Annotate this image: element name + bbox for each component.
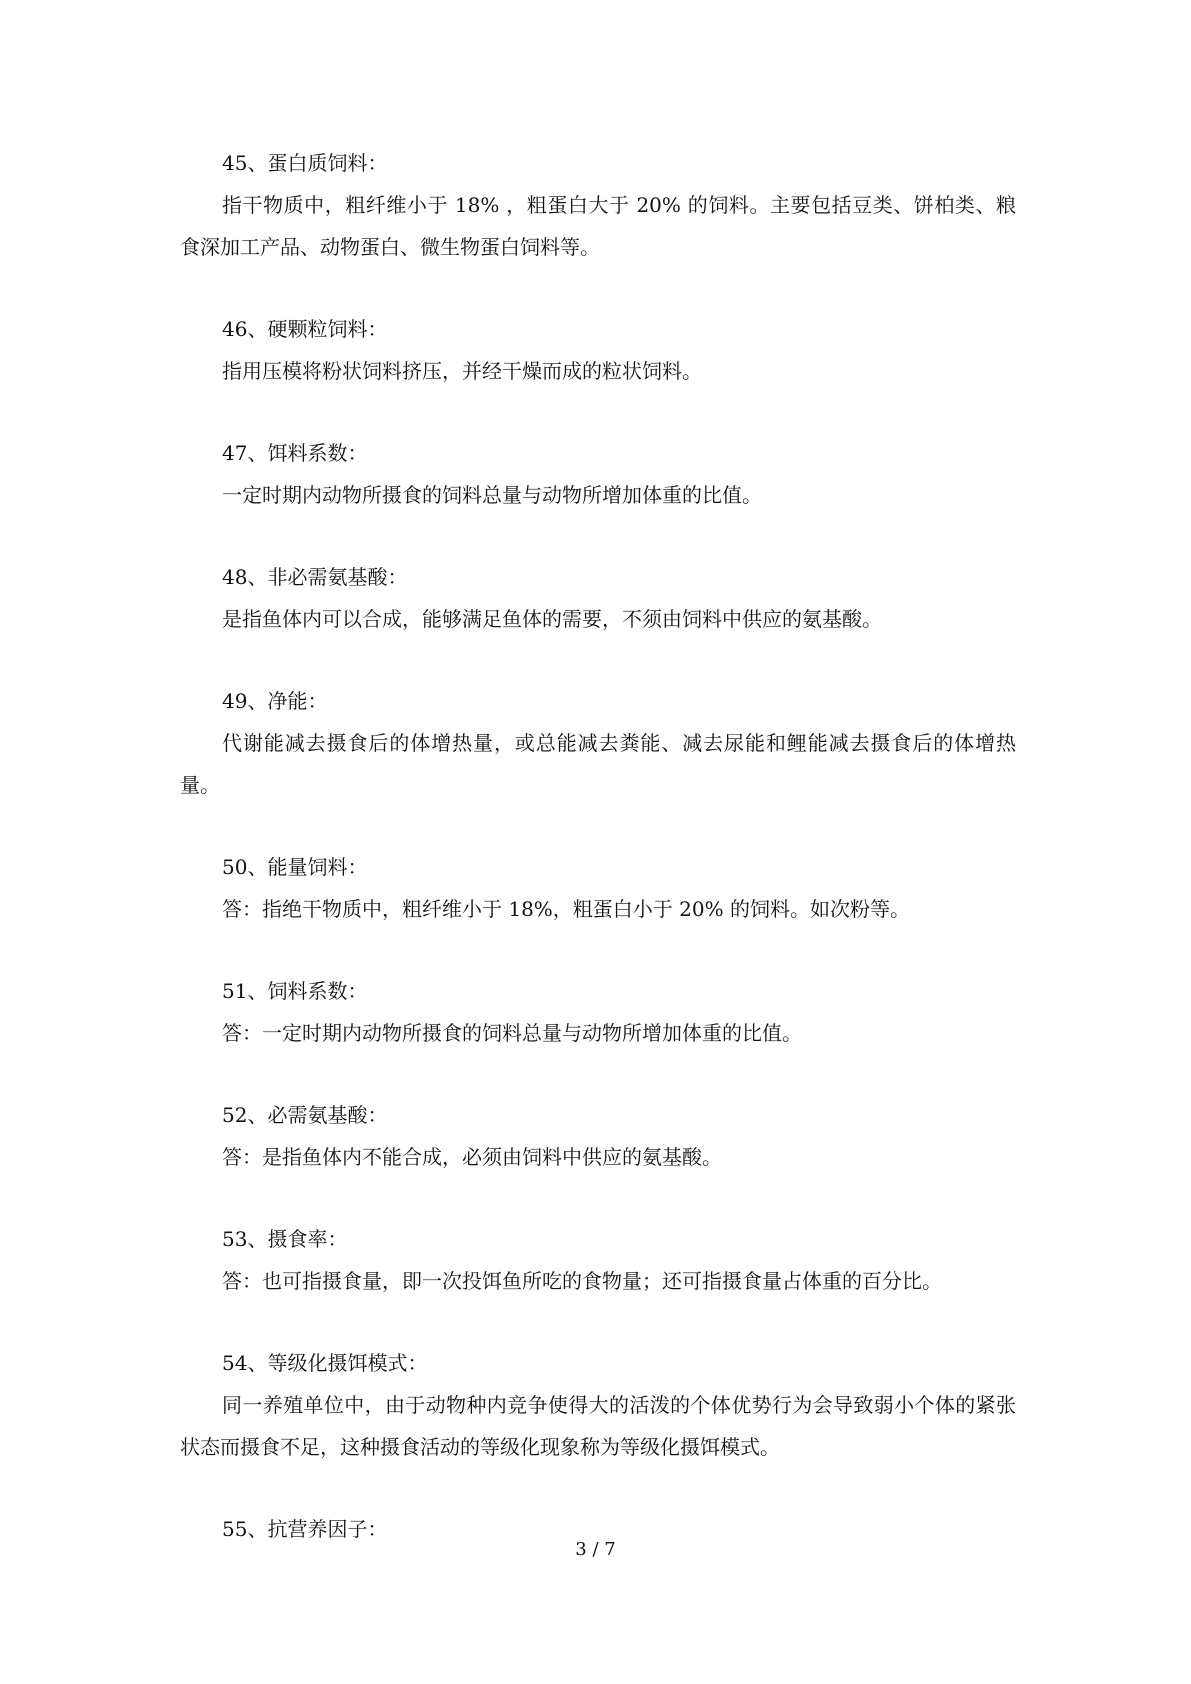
term-definition: 答：指绝干物质中，粗纤维小于 18%，粗蛋白小于 20% 的饲料。如次粉等。 (222, 897, 910, 921)
term-entry-50 (180, 846, 1016, 930)
term-definition: 答：一定时期内动物所摄食的饲料总量与动物所增加体重的比值。 (222, 1021, 802, 1045)
term-entry-46 (180, 308, 1016, 392)
term-entry-45 (180, 142, 1016, 268)
term-heading: 53、摄食率： (222, 1227, 348, 1251)
term-entry-49 (180, 680, 1016, 806)
term-entry-53 (180, 1218, 1016, 1302)
term-entry-54 (180, 1342, 1016, 1468)
term-heading: 50、能量饲料： (222, 855, 368, 879)
term-heading: 52、必需氨基酸： (222, 1103, 388, 1127)
term-heading: 47、饵料系数： (222, 441, 368, 465)
term-entry-48 (180, 556, 1016, 640)
page-content (180, 142, 1016, 1590)
term-heading: 45、蛋白质饲料： (222, 151, 388, 175)
term-definition: 答：是指鱼体内不能合成，必须由饲料中供应的氨基酸。 (222, 1145, 722, 1169)
term-heading: 49、净能： (222, 689, 328, 713)
term-heading: 46、硬颗粒饲料： (222, 317, 388, 341)
term-definition: 指用压模将粉状饲料挤压，并经干燥而成的粒状饲料。 (222, 359, 702, 383)
term-heading: 48、非必需氨基酸： (222, 565, 408, 589)
term-heading: 55、抗营养因子： (222, 1517, 388, 1541)
term-definition: 同一养殖单位中，由于动物种内竞争使得大的活泼的个体优势行为会导致弱小个体的紧张状态而摄食不足，这种摄食活动的等级化现象称为等级化摄饵模式。 (180, 1393, 1016, 1459)
term-definition: 一定时期内动物所摄食的饲料总量与动物所增加体重的比值。 (222, 483, 762, 507)
term-entry-47 (180, 432, 1016, 516)
term-heading: 54、等级化摄饵模式： (222, 1351, 428, 1375)
term-definition: 指干物质中，粗纤维小于 18% ，粗蛋白大于 20% 的饲料。主要包括豆类、饼柏类、粮食深加工产品、动物蛋白、微生物蛋白饲料等。 (180, 193, 1016, 259)
term-heading: 51、饲料系数： (222, 979, 368, 1003)
term-entry-52 (180, 1094, 1016, 1178)
term-definition: 答：也可指摄食量，即一次投饵鱼所吃的食物量；还可指摄食量占体重的百分比。 (222, 1269, 942, 1293)
term-definition: 是指鱼体内可以合成，能够满足鱼体的需要，不须由饲料中供应的氨基酸。 (222, 607, 882, 631)
term-entry-51 (180, 970, 1016, 1054)
page-number: 3 / 7 (575, 1539, 616, 1560)
term-definition: 代谢能减去摄食后的体增热量，或总能减去粪能、减去尿能和鲤能减去摄食后的体增热量。 (180, 731, 1016, 797)
